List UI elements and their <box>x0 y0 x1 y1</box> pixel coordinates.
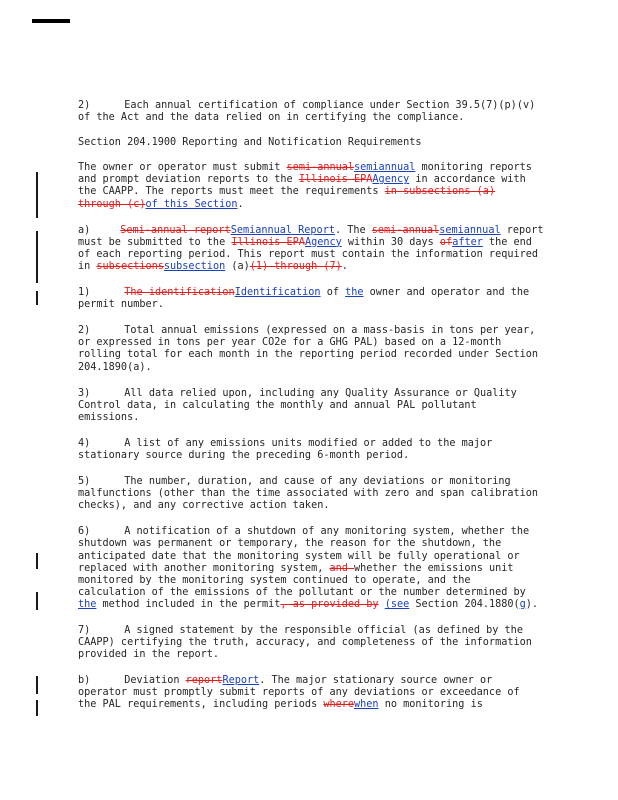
text: method included in the permit <box>96 598 281 610</box>
inserted-text: (see <box>384 598 410 610</box>
text: whether the emissions unit monitored by the monitoring system continued to operate, and the calculation of the emissions of the pollutant or the number determined by <box>78 562 526 598</box>
item-text: All data relied upon, including any Quality Assurance or Quality Control data, in calculating the monthly and annual PAL pollutant emissions. <box>78 387 517 423</box>
deleted-text: and <box>329 562 355 574</box>
item-text: A list of any emissions units modified or added to the major stationary source during the preceding 6-month period. <box>78 437 493 461</box>
text: . <box>341 260 348 272</box>
deleted-text: The identification <box>124 287 235 299</box>
item-number: 5) <box>78 476 91 488</box>
item-text: The number, duration, and cause of any deviations or monitoring malfunctions (other than the time associated with zero and span calibration checks), and any corrective action taken. <box>78 476 539 512</box>
item-6 <box>78 526 544 611</box>
inserted-text: after <box>452 236 483 248</box>
item-number: 2) <box>78 325 91 337</box>
inserted-text: semiannual <box>354 162 416 174</box>
text: ). <box>525 598 539 610</box>
inserted-text: semiannual <box>439 224 501 236</box>
text: . The major stationary source owner or operator must promptly submit reports of any deviations or exceedance of the PAL requirements, including periods <box>78 675 520 711</box>
item-5 <box>78 476 544 512</box>
deleted-text: semi-annual <box>371 224 440 236</box>
inserted-text: Report <box>222 675 260 687</box>
deleted-text: Illinois EPA <box>298 174 373 186</box>
item-number: a) <box>78 224 91 236</box>
change-bar <box>36 676 38 694</box>
item-number: 4) <box>78 437 91 449</box>
text: owner and operator and the permit number. <box>78 287 530 311</box>
item-7 <box>78 625 544 661</box>
text: report must be submitted to the <box>78 224 544 248</box>
inserted-text: g <box>519 598 526 610</box>
inserted-text: Semiannual Report <box>230 224 335 236</box>
item-3 <box>78 388 544 424</box>
deleted-text: subsections <box>96 260 164 272</box>
text: Deviation <box>124 675 186 687</box>
text: within 30 days <box>341 236 440 248</box>
deleted-text: Semi-annual report <box>120 224 231 236</box>
section-heading: Section 204.1900 Reporting and Notification Requirements <box>78 137 422 149</box>
subsection-b <box>78 675 544 711</box>
change-bar <box>36 700 38 716</box>
text: (a) <box>225 260 250 272</box>
change-bar <box>36 291 38 305</box>
inserted-text: Identification <box>234 287 321 299</box>
text: of <box>320 287 346 299</box>
deleted-text: semi-annual <box>286 162 355 174</box>
item-2 <box>78 325 544 373</box>
text: monitoring reports and prompt deviation reports to the <box>78 162 532 186</box>
subsection-a <box>78 225 544 273</box>
item-number: 3) <box>78 387 91 399</box>
item-text: Each annual certification of compliance under Section 39.5(7)(p)(v) of the Act and the data relied on in certifying the compliance. <box>78 100 536 124</box>
change-bar <box>36 231 38 283</box>
text: . <box>237 198 244 210</box>
intro-paragraph <box>78 162 544 210</box>
item-4 <box>78 438 544 462</box>
item-text: A signed statement by the responsible official (as defined by the CAAPP) certifying the truth, accuracy, and completeness of the information provided in the report. <box>78 625 532 661</box>
change-bar <box>36 592 38 610</box>
text: A notification of a shutdown of any monitoring system, whether the shutdown was permanent or temporary, the reason for the shutdown, the anticipated date that the monitoring system will be fully operational or replaced with another monitoring system, <box>78 526 530 574</box>
text: the end of each reporting period. This report must contain the information required in <box>78 236 539 272</box>
item-number: 7) <box>78 625 91 636</box>
document-body <box>78 100 544 726</box>
item-number: 2) <box>78 100 91 111</box>
change-bar <box>36 553 38 569</box>
item-number: 6) <box>78 526 91 538</box>
inserted-text: the <box>345 287 364 299</box>
text: Section 204.1880( <box>409 598 520 610</box>
deleted-text: in subsections (a) through (c) <box>78 186 496 210</box>
paragraph-item-2 <box>78 100 544 124</box>
change-bar <box>36 172 38 218</box>
text: The owner or operator must submit <box>78 162 287 174</box>
inserted-text: when <box>354 699 379 711</box>
deleted-text: , as provided by <box>280 598 379 610</box>
page-header-bar <box>32 19 70 23</box>
text: in accordance with the CAAPP. The reports must meet the requirements <box>78 174 526 198</box>
inserted-text: the <box>78 598 97 610</box>
deleted-text: Illinois EPA <box>231 236 305 248</box>
inserted-text: Agency <box>372 174 410 186</box>
item-number: 1) <box>78 287 91 299</box>
deleted-text: report <box>185 675 223 687</box>
text: no monitoring is <box>378 699 483 711</box>
item-number: b) <box>78 675 91 687</box>
inserted-text: subsection <box>163 260 226 272</box>
deleted-text: where <box>323 699 355 711</box>
text: . The <box>334 224 372 236</box>
inserted-text: of this Section <box>145 198 238 210</box>
item-1 <box>78 287 544 311</box>
item-text: Total annual emissions (expressed on a mass-basis in tons per year, or expressed in tons per year CO2e for a GHG PAL) based on a 12-month rolling total for each month in the reporting period recorded under Section 204.1890(a). <box>78 325 539 373</box>
deleted-text: (1) through (7) <box>249 260 342 272</box>
inserted-text: Agency <box>304 236 342 248</box>
deleted-text: of <box>439 236 453 248</box>
